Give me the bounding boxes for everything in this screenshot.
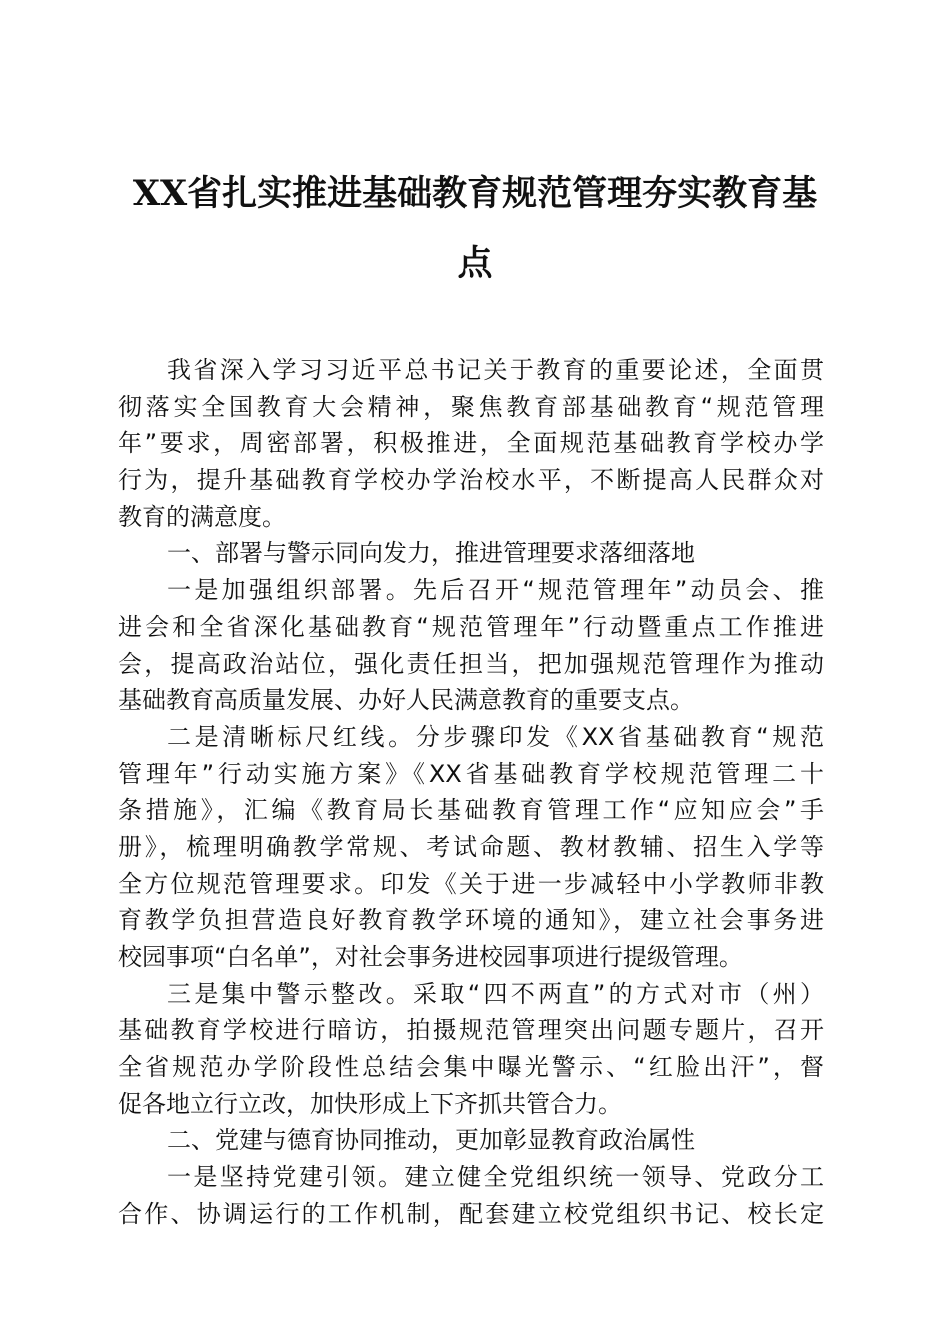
body-text-line: 全省规范办学阶段性总结会集中曝光警示、“红脸出汗”，督	[118, 1053, 824, 1082]
body-text-line: 全方位规范管理要求。印发《关于进一步减轻中小学教师非教	[118, 869, 824, 898]
body-text-line: 年”要求，周密部署，积极推进，全面规范基础教育学校办学	[118, 429, 824, 458]
body-text-line: 二是清晰标尺红线。分步骤印发《XX省基础教育“规范	[167, 722, 824, 751]
body-text-line: 彻落实全国教育大会精神，聚焦教育部基础教育“规范管理	[118, 392, 824, 421]
body-text-line: 校园事项“白名单”，对社会事务进校园事项进行提级管理。	[118, 943, 743, 971]
body-text-line: 一、部署与警示同向发力，推进管理要求落细落地	[167, 539, 695, 568]
body-text-line: 教育的满意度。	[118, 502, 286, 531]
body-text-line: 基础教育学校进行暗访，拍摄规范管理突出问题专题片，召开	[118, 1016, 824, 1045]
body-text-line: 三是集中警示整改。采取“四不两直”的方式对市（州）	[167, 979, 824, 1008]
body-text-line: 管理年”行动实施方案》《XX省基础教育学校规范管理二十	[118, 759, 824, 788]
body-text-line: 行为，提升基础教育学校办学治校水平，不断提高人民群众对	[118, 466, 824, 495]
body-text-line: 我省深入学习习近平总书记关于教育的重要论述，全面贯	[167, 356, 824, 384]
body-text-line: 育教学负担营造良好教育教学环境的通知》，建立社会事务进	[118, 906, 824, 935]
document-title-line-2: 点	[457, 243, 493, 284]
body-text-line: 一是坚持党建引领。建立健全党组织统一领导、党政分工	[167, 1163, 824, 1192]
body-text-line: 进会和全省深化基础教育“规范管理年”行动暨重点工作推进	[118, 612, 824, 641]
document-body	[118, 352, 824, 1233]
body-text-line: 一是加强组织部署。先后召开“规范管理年”动员会、推	[167, 576, 824, 605]
body-text-line: 合作、协调运行的工作机制，配套建立校党组织书记、校长定	[118, 1199, 824, 1228]
body-text-line: 基础教育高质量发展、办好人民满意教育的重要支点。	[118, 686, 694, 715]
body-text-line: 会，提高政治站位，强化责任担当，把加强规范管理作为推动	[118, 649, 824, 678]
document-title-line-1: XX省扎实推进基础教育规范管理夯实教育基	[132, 173, 818, 214]
body-text-line: 册》，梳理明确教学常规、考试命题、教材教辅、招生入学等	[118, 832, 824, 861]
body-text-line: 条措施》，汇编《教育局长基础教育管理工作“应知应会”手	[118, 796, 824, 825]
body-text-line: 促各地立行立改，加快形成上下齐抓共管合力。	[118, 1089, 622, 1118]
body-text-line: 二、党建与德育协同推动，更加彰显教育政治属性	[167, 1126, 695, 1155]
